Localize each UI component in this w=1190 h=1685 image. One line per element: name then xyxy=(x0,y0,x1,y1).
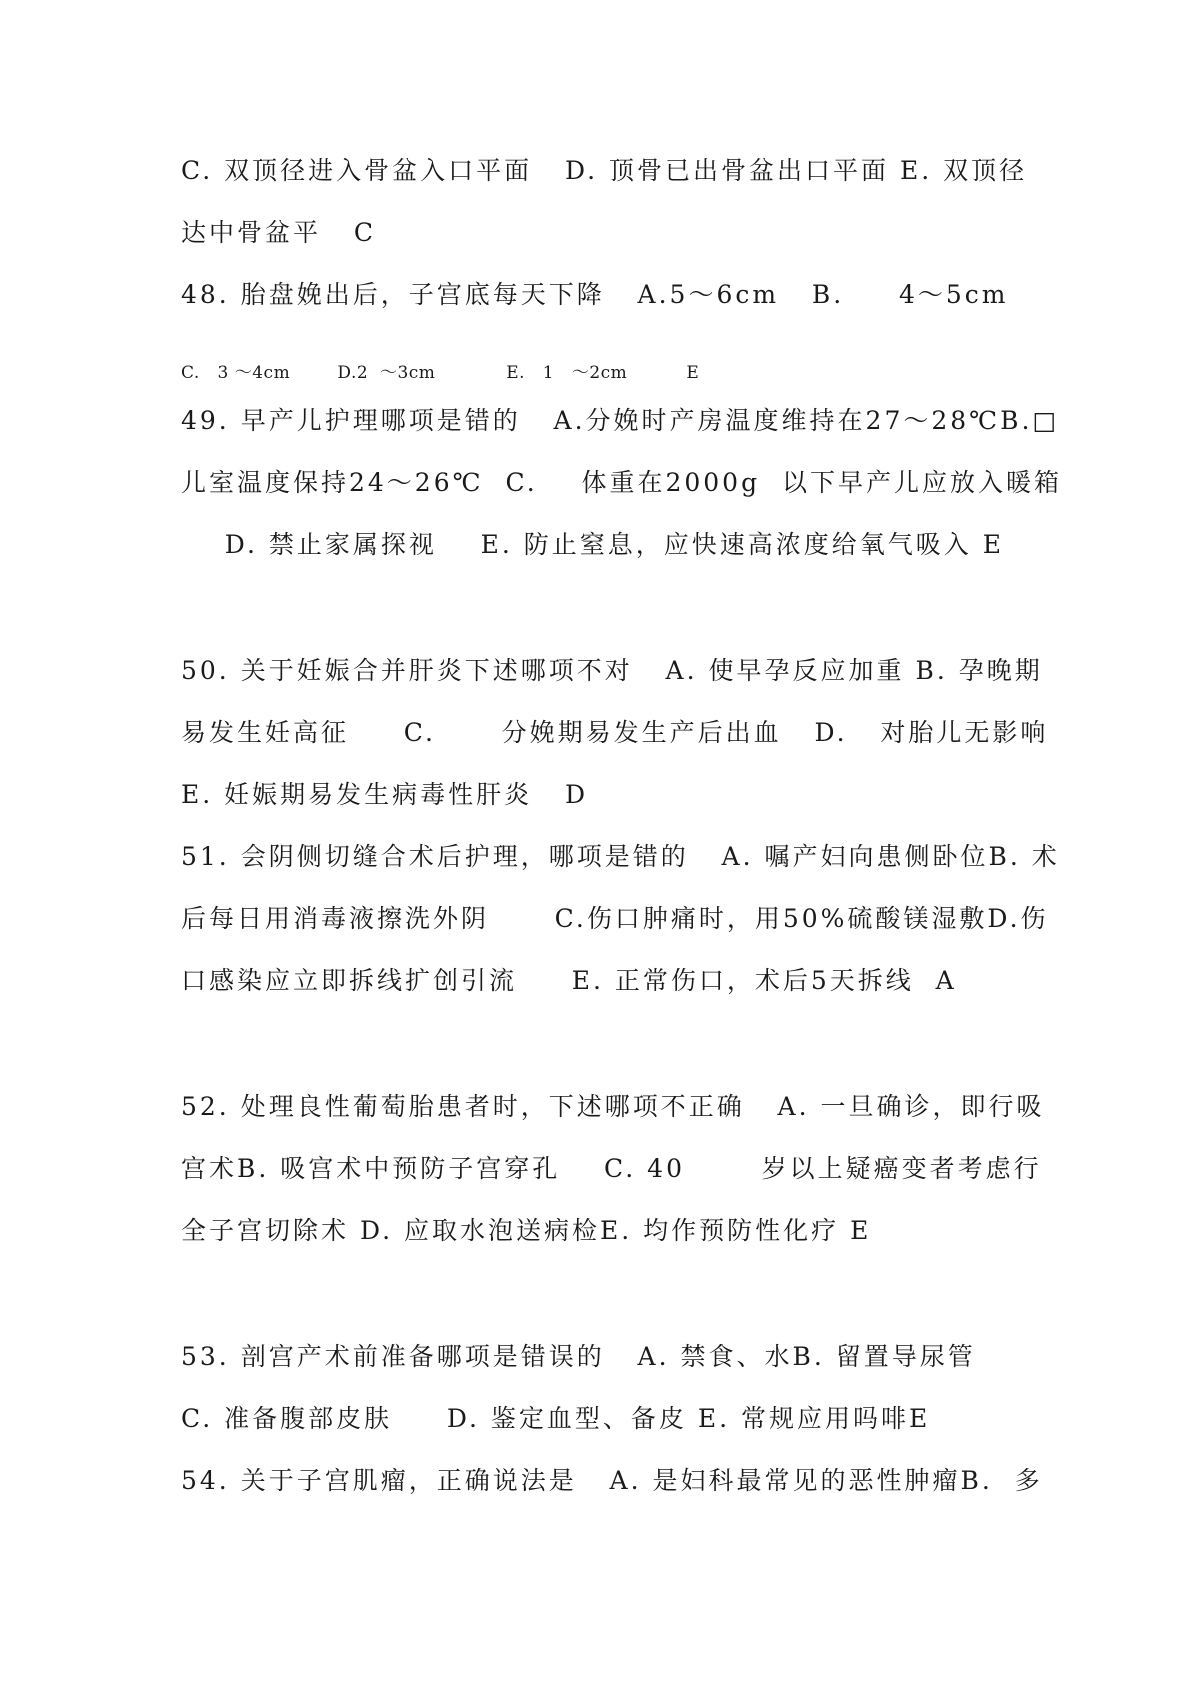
text-line: 宫术B. 吸宫术中预防子宫穿孔 C. 40 岁以上疑癌变者考虑行 xyxy=(181,1154,1042,1183)
text-line: 易发生妊高征 C. 分娩期易发生产后出血 D. 对胎儿无影响 xyxy=(181,718,1049,747)
text-line: 50. 关于妊娠合并肝炎下述哪项不对 A. 使早孕反应加重 B. 孕晚期 xyxy=(181,656,1043,685)
text-line: E. 妊娠期易发生病毒性肝炎 D xyxy=(181,780,589,809)
text-line: C. 双顶径进入骨盆入口平面 D. 顶骨已出骨盆出口平面 E. 双顶径 xyxy=(181,156,1028,185)
text-line: 口感染应立即拆线扩创引流 E. 正常伤口，术后5天拆线 A xyxy=(181,966,957,995)
text-line: 儿室温度保持24～26℃ C. 体重在2000g 以下早产儿应放入暖箱 xyxy=(181,468,1062,497)
text-line: C. 准备腹部皮肤 D. 鉴定血型、备皮 E. 常规应用吗啡E xyxy=(181,1404,931,1433)
text-line: 后每日用消毒液擦洗外阴 C.伤口肿痛时，用50%硫酸镁湿敷D.伤 xyxy=(181,904,1049,933)
text-line: 51. 会阴侧切缝合术后护理，哪项是错的 A. 嘱产妇向患侧卧位B. 术 xyxy=(181,842,1060,871)
text-line: D. 禁止家属探视 E. 防止窒息，应快速高浓度给氧气吸入 E xyxy=(181,530,1004,559)
text-line: 48. 胎盘娩出后，子宫底每天下降 A.5～6cm B. 4～5cm xyxy=(181,280,1009,309)
text-line: 49. 早产儿护理哪项是错的 A.分娩时产房温度维持在27～28℃B.□ xyxy=(181,406,1060,435)
text-line: 53. 剖宫产术前准备哪项是错误的 A. 禁食、水B. 留置导尿管 xyxy=(181,1342,976,1371)
text-line: 52. 处理良性葡萄胎患者时，下述哪项不正确 A. 一旦确诊，即行吸 xyxy=(181,1092,1045,1121)
text-line: 全子宫切除术 D. 应取水泡送病检E. 均作预防性化疗 E xyxy=(181,1216,872,1245)
text-line: C. 3 ～4cm D.2 ～3cm E. 1 ～2cm E xyxy=(181,363,700,383)
text-line: 54. 关于子宫肌瘤，正确说法是 A. 是妇科最常见的恶性肿瘤B. 多 xyxy=(181,1466,1043,1495)
text-line: 达中骨盆平 C xyxy=(181,218,376,247)
